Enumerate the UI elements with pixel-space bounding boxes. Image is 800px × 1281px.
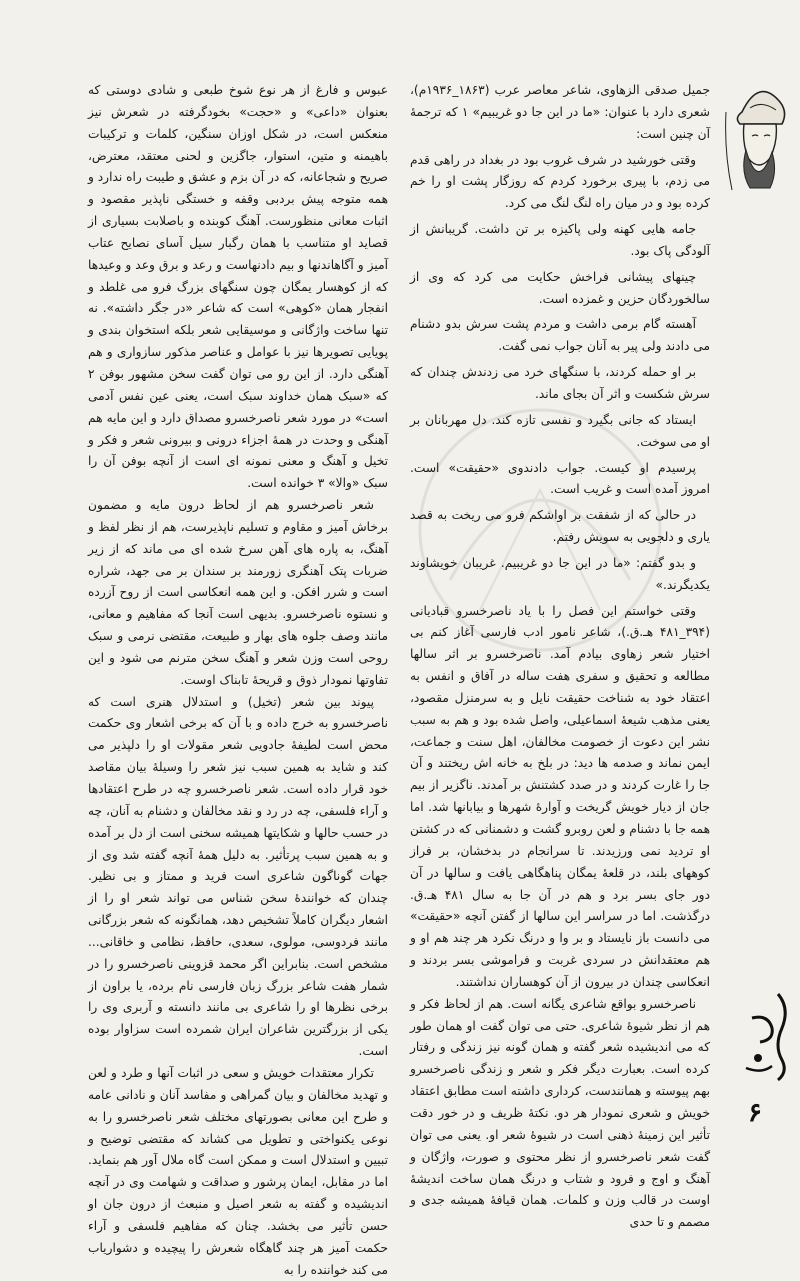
- paragraph: عبوس و فارغ از هر نوع شوخ طبعی و شادی دوستی که بعنوان «داعی» و «حجت» بخودگرفته در شعرش نیز منعکس است، در شکل اوزان سنگین، کلمات و ترکیبات باهیمنه و متین، استوار، جاگزین و لحنی معتقد، معترض، صریح و شجاعانه، که در آن بزم و عشق و طیبت راه ندارد و همه متوجه پیش بردبی وقفه و خستگی ناپذیر مقصود و اثبات معانی منظورست. آهنگ کوبنده و باصلابت بسیاری از قصاید او متناسب با همان رگبار سیل آسای نصایح عتاب آمیز و آگاهاندنها و بیم دادنهاست و رعد و برق وعد و وعیدها که از کوهسار یمگان چون سنگهای بزرگ فرو می غلطد و انفجار همان «کوهی» است که شاعر «در جگر داشته». نه تنها ساخت واژگانی و موسیقایی شعر بلکه استخوان بندی و پویایی تصویرها نیز با عوامل و عناصر مذکور سازواری و هم آهنگی دارد. از این رو می توان گفت سخن مشهور بوفن ۲ که «سبک همان خداوند سبک است، یعنی عین نفس آدمی است» در مورد شعر ناصرخسرو مصداق دارد و این مایه هم آهنگی و وحدت در همهٔ اجزاء درونی و بیرونی شعر و فکر و تخیل و آهنگ و معنی نمونه ای است از آنچه بوفن آن را سبک «والا» ۳ خوانده است.: [88, 83, 388, 491]
- kerman-magazine-logo: [738, 988, 794, 1084]
- paragraph: وقتی خواستم این فصل را با یاد ناصرخسرو قبادیانی (۳۹۴_۴۸۱ هـ.ق.)، شاعر نامور ادب فارسی آغاز کنم بی اختیار شعر زهاوی بیادم آمد. ناصرخسرو بر اثر سالها مطالعه و تحقیق و سفری هفت ساله در آفاق و انفس به اعتقاد خود به شناخت حقیقت نایل و به سرمنزل مقصود، یعنی مذهب شیعهٔ اسماعیلی، واصل شده بود و هم به سبب نشر این دعوت از خصومت مخالفان، اهل سنت و جماعت، ایمن نماند و صدمه ها دید: در بلخ به خانه اش ریختند و آن جا را غارت کردند و در صدد کشتنش بر آمدند. ناگزیر از بیم جان از دیار خویش گریخت و آوارهٔ شهرها و بیابانها شد. اما همه جا با دشنام و لعن روبرو گشت و دشمنانی که در کشتن او تردید نمی ورزیدند. تا سرانجام در بدخشان، بر فراز کوههای بلند، در قلعهٔ یمگان پناهگاهی یافت و سالها در آن دور جای بسر برد و هم در آن جا به سال ۴۸۱ هـ.ق. درگذشت. اما در سراسر این سالها از گفتن آنچه «حقیقت» می دانست باز نایستاد و بر وا و درنگ نکرد هر چند هم او و هم معتقدانش در سردی غربت و فراموشی بسر بردند و انعکاسی چندان در بیرون از آن کوهساران نداشتند.: [410, 603, 710, 989]
- poem-line: پرسیدم او کیست. جواب دادندوی «حقیقت» است. امروز آمده است و غریب است.: [410, 460, 710, 497]
- poem-line: در حالی که از شفقت بر اواشکم فرو می ریخت به قصد یاری و دلجویی به سویش رفتم.: [410, 508, 710, 545]
- poet-portrait: [722, 72, 796, 192]
- poem-line: و بدو گفتم: «ما در این جا دو غریبیم. غریبان خویشاوند یکدیگرند.»: [410, 555, 710, 592]
- poem-line: وقتی خورشید در شرف غروب بود در بغداد در راهی قدم می زدم، با پیری برخورد کردم که روزگار پشت او را خم کرده بود و در میان راه لنگ لنگ می کرد.: [410, 152, 710, 211]
- right-text-column: [410, 80, 710, 1234]
- poem-line: ایستاد که جانی بگیرد و نفسی تازه کند. دل مهربانان بر او می سوخت.: [410, 412, 710, 449]
- poem-line: آهسته گام برمی داشت و مردم پشت سرش بدو دشنام می دادند ولی پیر به آنان جواب نمی گفت.: [410, 317, 710, 354]
- left-text-column: [88, 80, 388, 1281]
- paragraph: جمیل صدقی الزهاوی، شاعر معاصر عرب (۱۸۶۳_۱۹۳۶م)، شعری دارد با عنوان: «ما در این جا دو غریبیم» ۱ که ترجمهٔ آن چنین است:: [410, 83, 710, 141]
- page-number: ۶: [748, 1098, 762, 1128]
- paragraph: ناصرخسرو بواقع شاعری یگانه است. هم از لحاظ فکر و هم از نظر شیوهٔ شاعری. حتی می توان گفت او همان طور که می اندیشیده شعر گفته و همان گونه نیز زندگی و رفتار کرده است. بعبارت دیگر فکر و شعر و زندگی ناصرخسرو بهم پیوسته و همانندست، کرداری داشته است مطابق اعتقاد خویش و شعری نمودار هر دو. نکتهٔ ظریف و در خور دقت تأثیر این زمینهٔ ذهنی است در شیوهٔ شعر او. یعنی می توان گفت شعر ناصرخسرو از نظر محتوی و صورت، واژگان و آهنگ و اوج و فرود و شتاب و درنگ همان ساخت اندیشهٔ اوست در قالب وزن و کلمات. همان قیافهٔ همیشه جدی و مصمم و تا حدی: [410, 996, 710, 1230]
- poem-line: چینهای پیشانی فراخش حکایت می کرد که وی از سالخوردگان حزین و غمزده است.: [410, 269, 710, 306]
- paragraph: شعر ناصرخسرو هم از لحاظ درون مایه و مضمون برخاش آمیز و مقاوم و تسلیم ناپذیرست، هم از نظر لفظ و آهنگ، به پاره های آهن سرخ شده ای می ماند که از زیر ضربات پتک آهنگری زورمند بر سندان بر می جهد، شراره است و شرر افکن. و این همه انعکاسی است از روح آزرده و نستوه ناصرخسرو. بدیهی است آنجا که مفاهیم و معانی، مانند وصف جلوه های بهار و طبیعت، مقتضی نرمی و سبک روحی است وزن شعر و آهنگ سخن مترنم می شود و این تفاوتها نمودار ذوق و قریحهٔ تابناک اوست.: [88, 498, 388, 687]
- poem-line: جامه هایی کهنه ولی پاکیزه بر تن داشت. گریبانش از آلودگی پاک بود.: [410, 222, 710, 258]
- paragraph: پیوند بین شعر (تخیل) و استدلال هنری است که ناصرخسرو به خرج داده و با آن که برخی اشعار وی حکمت محض است لطیفهٔ جادویی شعر مقولات او را دلپذیر می کند و شاید به همین سبب نیز شعر را وسیلهٔ بیان مقاصد خود قرار داده است. شعر ناصرخسرو چه در طرح اعتقادها و آراء فلسفی، چه در رد و نقد مخالفان و دشنام به آنان، چه در حسب حالها و شکایتها همیشه سخنی است از دل بر آمده و به همین سبب پرتأثیر. به دلیل همهٔ آنچه گفته شد وی از جهات گوناگون شاعری است فرید و ممتاز و بی نظیر. چندان که خوانندهٔ سخن شناس می تواند شعر او را از اشعار دیگران کاملاً تشخیص دهد، همانگونه که شعر بزرگانی مانند فردوسی، مولوی، سعدی، حافظ، نظامی و خاقانی... مشخص است. بنابراین اگر محمد قزوینی ناصرخسرو را در شمار هفت شاعر بزرگ زبان فارسی نام برده، یا براون از برخی نظرها او را شاعری بی مانند دانسته و آربری وی را یکی از بزرگترین شاعران ایران شمرده است سزاوار بوده است.: [88, 694, 388, 1059]
- poem-line: بر او حمله کردند، با سنگهای خرد می زدندش چندان که سرش شکست و اثر آن بجای ماند.: [410, 365, 710, 401]
- paragraph: تکرار معتقدات خویش و سعی در اثبات آنها و طرد و لعن و تهدید مخالفان و بیان گمراهی و مفاسد آنان و نادانی عامه و طرح این معانی بصورتهای مختلف شعر ناصرخسرو را به نوعی یکنواختی و تطویل می کشاند که مقتضی توضیح و تبیین و استدلال است و ممکن است گاه ملال آور هم بنماید. اما در مقابل، ایمان پرشور و صداقت و شهامت وی در آنچه اندیشیده و گفته به شعر اصیل و منبعث از درون جان او حسن تأثیر می بخشد. چنان که مفاهیم فلسفی و آراء حکمت آمیز هر چند گاهگاه شعرش را پیچیده و دشواریاب می کند خواننده را به: [88, 1065, 388, 1277]
